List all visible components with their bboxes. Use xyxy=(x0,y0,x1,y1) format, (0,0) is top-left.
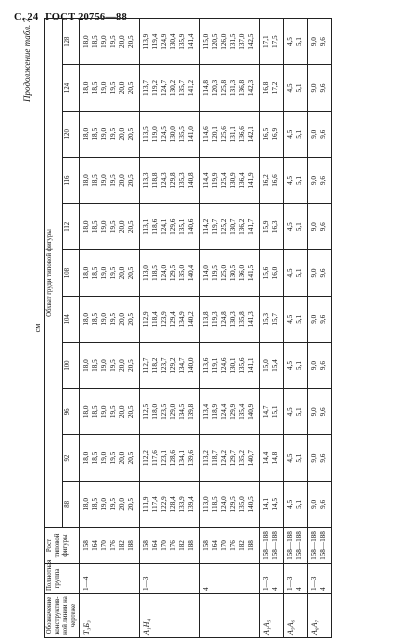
value-cell: 113,5 119,0 124,5 130,0 135,5 141,0 xyxy=(140,111,200,157)
value-cell: 113,0 118,5 124,0 129,5 135,0 140,4 xyxy=(140,250,200,296)
value-cell: 15,6 16,0 xyxy=(260,250,284,296)
value-cell: 4,5 5,1 xyxy=(284,19,308,65)
value-cell: 4,5 5,1 xyxy=(284,250,308,296)
fullness-group: 1—3 4 xyxy=(284,564,308,594)
value-cell: 4,5 5,1 xyxy=(284,204,308,250)
column-header: 124 xyxy=(62,65,80,111)
value-cell: 113,2 118,7 124,2 129,7 135,2 140,7 xyxy=(200,435,260,481)
standard-code: ГОСТ 20756—88 xyxy=(45,12,127,23)
value-cell: 17,1 17,5 xyxy=(260,19,284,65)
fullness-group: 1—3 4 xyxy=(260,564,284,594)
value-cell: 4,5 5,1 xyxy=(284,342,308,388)
fullness-group: 1—4 xyxy=(80,564,140,594)
column-header: 116 xyxy=(62,157,80,203)
value-cell: 4,5 5,1 xyxy=(284,157,308,203)
designation-header: Обозначение конструктив- ной линии на чертеже xyxy=(45,594,80,638)
value-cell: 18,0 18,5 19,0 19,5 20,0 20,5 xyxy=(80,157,140,203)
page-label: С. 24 xyxy=(14,12,39,23)
value-cell: 14,4 14,8 xyxy=(260,435,284,481)
value-cell: 18,0 18,5 19,0 19,5 20,0 20,5 xyxy=(80,296,140,342)
value-cell: 9,0 9,6 xyxy=(308,435,332,481)
value-cell: 18,0 18,5 19,0 19,5 20,0 20,5 xyxy=(80,342,140,388)
line-designation xyxy=(200,594,260,638)
height-values: 158—188 158—188 xyxy=(260,528,284,564)
unit-label: см xyxy=(33,323,42,333)
value-cell: 112,9 118,4 123,9 129,4 134,9 140,2 xyxy=(140,296,200,342)
rotated-table-page xyxy=(22,18,402,638)
value-cell: 113,0 118,5 124,0 129,5 135,0 140,5 xyxy=(200,481,260,527)
value-cell: 4,5 5,1 xyxy=(284,435,308,481)
fullness-group: 1—3 4 xyxy=(308,564,332,594)
column-header: 128 xyxy=(62,19,80,65)
value-cell: 9,0 9,6 xyxy=(308,250,332,296)
value-cell: 18,0 18,5 19,0 19,5 20,0 20,5 xyxy=(80,481,140,527)
value-cell: 18,0 18,5 19,0 19,5 20,0 20,5 xyxy=(80,389,140,435)
column-header: 92 xyxy=(62,435,80,481)
height-values: 158—188 158—188 xyxy=(308,528,332,564)
value-cell: 112,7 118,2 123,7 129,2 134,7 140,0 xyxy=(140,342,200,388)
value-cell: 113,9 119,4 124,9 130,4 135,9 141,4 xyxy=(140,19,200,65)
table-row xyxy=(260,19,284,638)
value-cell: 9,0 9,6 xyxy=(308,296,332,342)
line-designation: Т₃Б₃ xyxy=(80,594,140,638)
group-header: Полнотная группа xyxy=(45,564,80,594)
value-cell: 111,9 117,4 122,9 128,4 133,9 139,4 xyxy=(140,481,200,527)
column-header: 108 xyxy=(62,250,80,296)
value-cell: 9,0 9,6 xyxy=(308,111,332,157)
line-designation: А₁А₅ xyxy=(260,594,284,638)
value-cell: 9,0 9,6 xyxy=(308,65,332,111)
value-cell: 16,2 16,6 xyxy=(260,157,284,203)
value-cell: 18,0 18,5 19,0 19,5 20,0 20,5 xyxy=(80,111,140,157)
measurements-table xyxy=(44,18,332,638)
value-cell: 113,7 119,2 124,7 130,2 135,7 141,2 xyxy=(140,65,200,111)
height-values: 158—188 158—188 xyxy=(284,528,308,564)
value-cell: 9,0 9,6 xyxy=(308,342,332,388)
table-row xyxy=(140,19,200,638)
value-cell: 114,0 119,5 125,0 130,5 136,0 141,5 xyxy=(200,250,260,296)
line-designation: А₅А₆ xyxy=(284,594,308,638)
value-cell: 4,5 5,1 xyxy=(284,111,308,157)
value-cell: 112,2 117,6 123,1 128,6 134,1 139,6 xyxy=(140,435,200,481)
value-cell: 4,5 5,1 xyxy=(284,65,308,111)
table-row xyxy=(308,19,332,638)
value-cell: 16,8 17,2 xyxy=(260,65,284,111)
value-cell: 114,4 119,9 125,4 130,9 136,4 141,9 xyxy=(200,157,260,203)
value-cell: 18,0 18,5 19,0 19,5 20,0 20,5 xyxy=(80,204,140,250)
value-cell: 9,0 9,6 xyxy=(308,19,332,65)
line-designation: А₆А₇ xyxy=(308,594,332,638)
height-values: 158 164 170 176 182 188 xyxy=(80,528,140,564)
value-cell: 15,0 15,4 xyxy=(260,342,284,388)
value-cell: 115,0 120,5 126,0 131,5 137,0 142,5 xyxy=(200,19,260,65)
continuation-label: Продолжение табл. 7 xyxy=(22,18,32,102)
value-cell: 18,0 18,5 19,0 19,5 20,0 20,5 xyxy=(80,250,140,296)
value-cell: 112,5 118,0 123,5 129,0 134,5 139,8 xyxy=(140,389,200,435)
fullness-group: 4 xyxy=(200,564,260,594)
table-row xyxy=(284,19,308,638)
table-row xyxy=(80,19,140,638)
height-header: Рост типовой фигуры xyxy=(45,528,80,564)
value-cell: 15,3 15,7 xyxy=(260,296,284,342)
value-cell: 114,6 120,1 125,6 131,1 136,6 142,1 xyxy=(200,111,260,157)
value-cell: 16,5 16,9 xyxy=(260,111,284,157)
value-cell: 9,0 9,6 xyxy=(308,204,332,250)
volume-group-header: Обхват груди типовой фигуры xyxy=(45,19,63,528)
value-cell: 113,4 118,9 124,4 129,9 135,4 140,9 xyxy=(200,389,260,435)
value-cell: 14,7 15,1 xyxy=(260,389,284,435)
value-cell: 4,5 5,1 xyxy=(284,481,308,527)
value-cell: 15,9 16,3 xyxy=(260,204,284,250)
value-cell: 9,0 9,6 xyxy=(308,389,332,435)
value-cell: 113,1 118,6 124,1 129,6 135,1 140,6 xyxy=(140,204,200,250)
fullness-group: 1—3 xyxy=(140,564,200,594)
value-cell: 14,1 14,5 xyxy=(260,481,284,527)
column-header: 100 xyxy=(62,342,80,388)
column-header: 112 xyxy=(62,204,80,250)
value-cell: 114,8 120,3 125,8 131,3 136,8 142,3 xyxy=(200,65,260,111)
height-values: 158 164 170 176 182 188 xyxy=(140,528,200,564)
value-cell: 18,0 18,5 19,0 19,5 20,0 20,5 xyxy=(80,435,140,481)
value-cell: 18,0 18,5 19,0 19,5 20,0 20,5 xyxy=(80,65,140,111)
value-cell: 113,8 119,3 124,8 130,3 135,8 141,3 xyxy=(200,296,260,342)
column-header: 96 xyxy=(62,389,80,435)
value-cell: 113,6 119,1 124,6 130,1 135,6 141,1 xyxy=(200,342,260,388)
value-cell: 9,0 9,6 xyxy=(308,481,332,527)
line-designation: А₁Н₄ xyxy=(140,594,200,638)
value-cell: 113,3 118,8 124,3 129,8 135,3 140,8 xyxy=(140,157,200,203)
value-cell: 18,0 18,5 19,0 19,5 20,0 20,5 xyxy=(80,19,140,65)
table-row xyxy=(200,19,260,638)
column-header: 88 xyxy=(62,481,80,527)
value-cell: 4,5 5,1 xyxy=(284,389,308,435)
column-header: 120 xyxy=(62,111,80,157)
value-cell: 9,0 9,6 xyxy=(308,157,332,203)
value-cell: 114,2 119,7 125,2 130,7 136,2 141,7 xyxy=(200,204,260,250)
value-cell: 4,5 5,1 xyxy=(284,296,308,342)
height-values: 158 164 170 176 182 188 xyxy=(200,528,260,564)
column-header: 104 xyxy=(62,296,80,342)
